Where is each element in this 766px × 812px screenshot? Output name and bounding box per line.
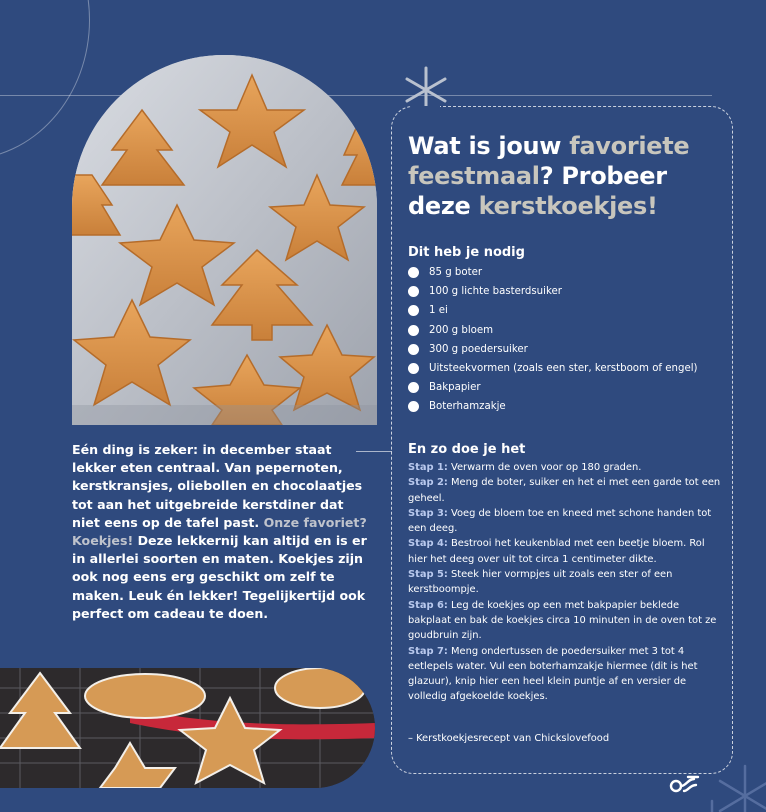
step-text: Bestrooi het keukenblad met een beetje bloem. Rol hier het deeg over uit tot circa 1 centimeter dikte. (408, 538, 705, 565)
list-item (408, 340, 728, 359)
step-label: Stap 5: (408, 569, 448, 581)
ingredient-text: 85 g boter (429, 267, 483, 279)
ingredients-list (408, 263, 728, 417)
step-text: Leg de koekjes op een met bakpapier beklede bakplaat en bak de koekjes circa 10 minuten in de oven tot ze goudbruin zijn. (408, 599, 717, 642)
decorative-horizontal-line (0, 95, 712, 96)
title-highlight: kerstkoekjes! (478, 192, 658, 220)
step-item (408, 475, 724, 506)
ingredient-text: Uitsteekvormen (zoals een ster, kerstboom of engel) (429, 363, 698, 375)
bullet-icon (408, 286, 419, 297)
bullet-icon (408, 267, 419, 278)
ingredient-text: 200 g bloem (429, 324, 494, 336)
title-part: ? Probeer (539, 162, 667, 190)
list-item (408, 378, 728, 397)
title-part: Wat is jouw (408, 132, 570, 160)
bullet-icon (408, 305, 419, 316)
ingredients-heading: Dit heb je nodig (408, 245, 525, 260)
step-label: Stap 6: (408, 599, 448, 611)
list-item (408, 301, 728, 320)
list-item (408, 321, 728, 340)
title-highlight: favoriete (569, 132, 690, 160)
method-heading: En zo doe je het (408, 442, 526, 457)
list-item (408, 397, 728, 416)
bullet-icon (408, 382, 419, 393)
decorative-circle-line (0, 0, 90, 160)
asterisk-icon (398, 62, 454, 118)
bullet-icon (408, 325, 419, 336)
step-text: Steek hier vormpjes uit zoals een ster of een kerstboompje. (408, 569, 673, 596)
step-text: Verwarm de oven voor op 180 graden. (447, 462, 642, 473)
cookies-photo-bottom (0, 668, 375, 788)
intro-highlight: Onze favoriet? Koekjes! (72, 514, 367, 549)
step-label: Stap 4: (408, 538, 448, 550)
intro-text-b: Deze lekkernij kan altijd en is er in allerlei soorten en maten. Koekjes zijn ook nog eens erg geschikt om zelf te maken. Leuk én lekker! Tegelijkertijd ook perfect om cadeau te doen. (72, 533, 367, 621)
list-item (408, 359, 728, 378)
step-text: Meng de boter, suiker en het ei met een garde tot een geheel. (408, 477, 721, 504)
step-label: Stap 7: (408, 645, 448, 657)
snowflake-icon (700, 756, 766, 812)
step-label: Stap 1: (408, 462, 448, 473)
step-item (408, 460, 724, 475)
bullet-icon (408, 363, 419, 374)
step-text: Meng ondertussen de poedersuiker met 3 tot 4 eetlepels water. Vul een boterhamzakje hiermee (dit is het glazuur), knip hier een heel klein puntje af en versier de volledig afgekoelde koekjes. (408, 645, 698, 703)
ingredient-text: Bakpapier (429, 382, 481, 394)
step-label: Stap 2: (408, 477, 448, 489)
ingredient-text: 100 g lichte basterdsuiker (429, 286, 562, 298)
cookies-photo-top (72, 55, 377, 425)
step-item (408, 598, 724, 644)
intro-paragraph (72, 441, 372, 623)
recipe-credit: – Kerstkoekjesrecept van Chickslovefood (408, 733, 610, 744)
step-item (408, 506, 724, 537)
recipe-title (408, 131, 728, 221)
ingredient-text: 300 g poedersuiker (429, 343, 528, 355)
step-item (408, 567, 724, 598)
bullet-icon (408, 344, 419, 355)
step-item (408, 536, 724, 567)
list-item (408, 282, 728, 301)
step-text: Voeg de bloem toe en kneed met schone handen tot een deeg. (408, 507, 712, 535)
connector-line (356, 451, 392, 452)
method-steps (408, 460, 724, 705)
list-item (408, 263, 728, 282)
step-label: Stap 3: (408, 507, 448, 519)
ingredient-text: 1 ei (429, 305, 448, 317)
title-part: deze (408, 192, 479, 220)
bullet-icon (408, 401, 419, 412)
step-item (408, 644, 724, 705)
intro-text-a: Eén ding is zeker: in december staat lekker eten centraal. Van pepernoten, kerstkransjes, oliebollen en chocolaatjes tot aan het uitgebreide kerstdiner dat niet eens op de tafel past. (72, 442, 363, 530)
ingredient-text: Boterhamzakje (429, 401, 506, 413)
title-highlight: feestmaal (408, 162, 540, 190)
brand-logo-icon (668, 771, 702, 795)
